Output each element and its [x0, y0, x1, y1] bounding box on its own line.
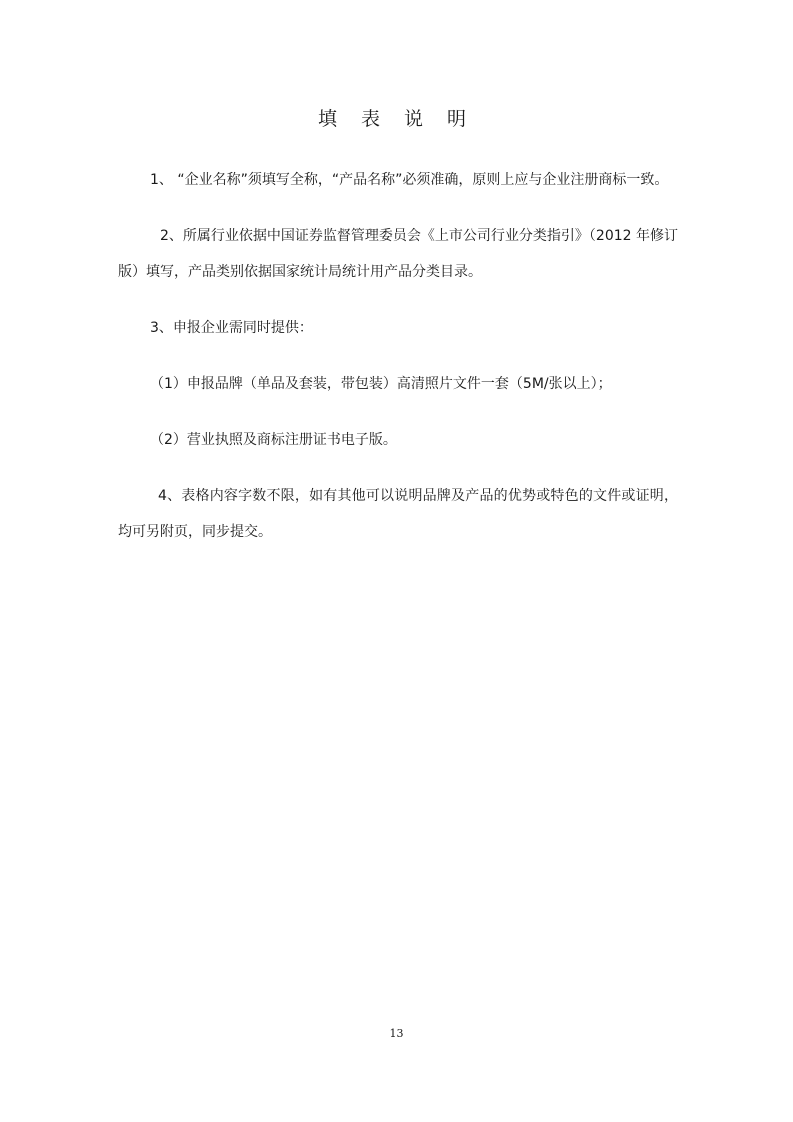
instructions-body [118, 162, 678, 570]
instruction-paragraph: 1、 “企业名称”须填写全称，“产品名称”必须准确，原则上应与企业注册商标一致。 [150, 172, 669, 188]
instruction-paragraph: 2、所属行业依据中国证券监督管理委员会《上市公司行业分类指引》（2012 年修订版）填写，产品类别依据国家统计局统计用产品分类目录。 [118, 228, 678, 280]
page-number: 13 [389, 1027, 404, 1040]
instruction-paragraph: 4、表格内容字数不限，如有其他可以说明品牌及产品的优势或特色的文件或证明，均可另附页，同步提交。 [118, 488, 678, 540]
page-title: 填 表 说 明 [317, 108, 476, 130]
instruction-paragraph: 3、申报企业需同时提供： [150, 320, 313, 336]
instruction-paragraph: （1）申报品牌（单品及套装，带包装）高清照片文件一套（5M/张以上）； [150, 376, 612, 392]
instruction-paragraph: （2）营业执照及商标注册证书电子版。 [150, 432, 397, 448]
